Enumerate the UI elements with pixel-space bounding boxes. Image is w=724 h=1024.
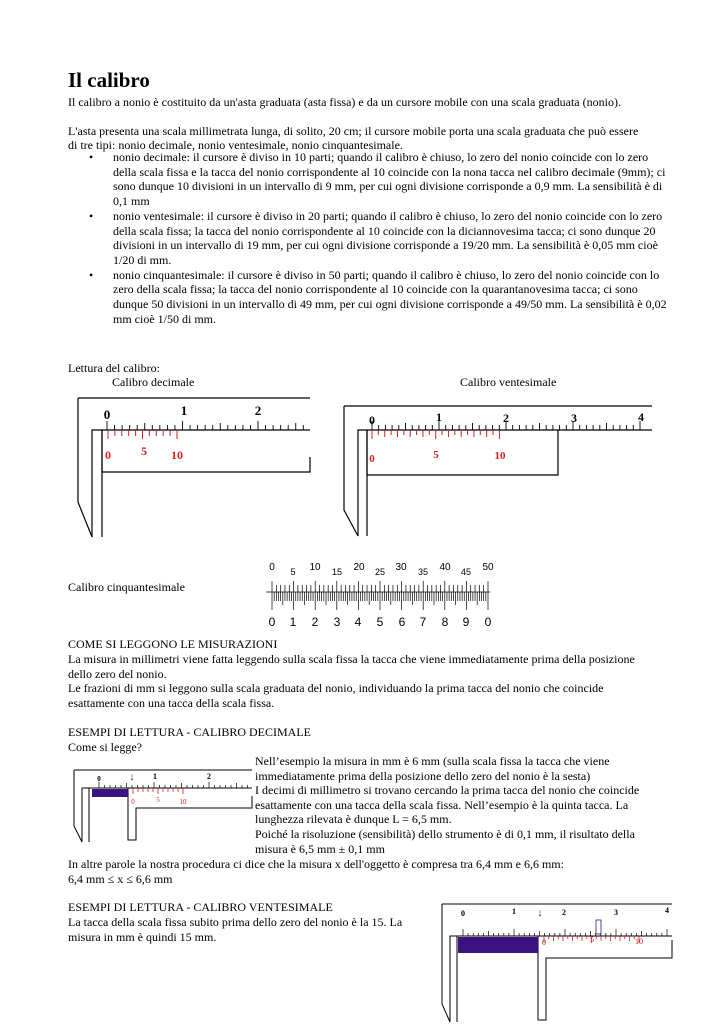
dec-main-label-2: 2 bbox=[254, 403, 262, 418]
ven-main-label-1: 1 bbox=[436, 410, 442, 424]
ex2-vern-label-0: 0 bbox=[542, 938, 546, 947]
nonio-types-list bbox=[68, 150, 668, 326]
ventesimal-vernier-scale-ticks bbox=[372, 430, 499, 439]
cin-top-label: 45 bbox=[460, 567, 472, 577]
cin-top-label: 20 bbox=[353, 562, 365, 573]
ven-main-label-2: 2 bbox=[503, 411, 509, 425]
arrow-down-icon: ↓ bbox=[129, 771, 135, 783]
intro-paragraph: Il calibro a nonio è costituito da un'asta graduata (asta fissa) e da un cursore mobile con una scala graduata (nonio). bbox=[68, 95, 621, 109]
decimal-vernier-scale-ticks bbox=[108, 430, 177, 439]
come-p2-line2: esattamente con una tacca della scala fissa. bbox=[68, 696, 275, 710]
fiftieth-main-labels bbox=[269, 615, 492, 629]
fiftieth-main-ticks bbox=[272, 592, 488, 610]
esempi-ventesimale-title: ESEMPI DI LETTURA - CALIBRO VENTESIMALE bbox=[68, 900, 333, 914]
cin-bottom-label: 1 bbox=[289, 615, 297, 629]
cin-bottom-label: 7 bbox=[419, 615, 427, 629]
cin-top-label: 5 bbox=[290, 567, 296, 577]
list-item-cinquantesimale: • nonio cinquantesimale: il cursore è diviso in 50 parti; quando il calibro è chiuso, lo zero del nonio coincide con lo zero della scala fissa; la tacca del nonio corrispondente al 10 coincide con la quarantanovesima tacca; ci sono dunque 50 divisioni in un intervallo di 49 mm, per cui ogni divisione corrisponde a 49/50 mm. La sensibilità è 0,02 mm cioè 1/50 di mm. bbox=[68, 268, 668, 327]
measured-object-bar bbox=[458, 937, 538, 953]
fiftieth-vernier-labels bbox=[269, 562, 494, 577]
esempi-vent-line1: La tacca della scala fissa subito prima dello zero del nonio è la 15. La bbox=[68, 915, 403, 929]
ventesimal-example-figure bbox=[438, 900, 674, 1024]
cin-top-label: 50 bbox=[482, 562, 494, 573]
come-p2-line1: Le frazioni di mm si leggono sulla scala graduata del nonio, individuando la prima tacca del nonio che coincide bbox=[68, 681, 604, 695]
ex2-vern-label-10: 10 bbox=[635, 937, 643, 946]
ex2-main-label-2: 2 bbox=[562, 908, 566, 917]
cin-top-label: 10 bbox=[309, 562, 321, 573]
ven-vern-label-5: 5 bbox=[433, 449, 439, 461]
list-item-ventesimale: • nonio ventesimale: il cursore è diviso in 20 parti; quando il calibro è chiuso, lo zero del nonio coincide con lo zero della scala fissa; la tacca del nonio corrispondente al 10 coincide con la diciannovesima tacca; ci sono dunque 20 divisioni in un intervallo di 19 mm, per cui ogni divisione corrisponde a 19/20 mm. La sensibilità è 0,05 mm cioè 1/20 di mm. bbox=[68, 209, 668, 268]
cin-top-label: 35 bbox=[417, 567, 429, 577]
cin-bottom-label: 5 bbox=[376, 615, 384, 629]
dec-main-label-1: 1 bbox=[180, 403, 188, 418]
cin-top-label: 25 bbox=[374, 567, 386, 577]
ex2-main-label-0: 0 bbox=[461, 909, 465, 918]
dec-vern-label-0: 0 bbox=[105, 448, 111, 462]
decimal-main-scale-ticks bbox=[107, 421, 303, 430]
ex1-main-label-2: 2 bbox=[207, 772, 211, 781]
cin-bottom-label: 9 bbox=[462, 615, 470, 629]
cin-top-label: 15 bbox=[331, 567, 343, 577]
esempi-dec-line-3: esattamente con una tacca della scala fissa. Nell’esempio è la quinta tacca. La bbox=[255, 798, 629, 812]
list-item-decimale: • nonio decimale: il cursore è diviso in 10 parti; quando il calibro è chiuso, lo zero del nonio coincide con lo zero della scala fissa e la tacca del nonio corrispondente al 10 coincide con la nona tacca nel calibro decimale (9mm); ci sono dunque 10 divisioni in un intervallo di 9 mm, per cui ogni divisione corrisponde a 0,9 mm. La sensibilità è di 0,1 mm bbox=[68, 150, 668, 209]
lettura-label: Lettura del calibro: bbox=[68, 361, 160, 375]
ex2-main-label-1: 1 bbox=[512, 907, 516, 916]
esempi-dec-line-1: immediatamente prima della posizione dello zero del nonio è la sesta) bbox=[255, 769, 591, 783]
ven-vern-label-0: 0 bbox=[369, 453, 375, 465]
para2-line2: di tre tipi: nonio decimale, nonio ventesimale, nonio cinquantesimale. bbox=[68, 138, 403, 152]
cin-bottom-label: 4 bbox=[354, 615, 362, 629]
dec-vern-label-5: 5 bbox=[141, 444, 147, 458]
ex1-main-label-1: 1 bbox=[153, 772, 157, 781]
esempi-dec-line-4: lunghezza rilevata è dunque L = 6,5 mm. bbox=[255, 812, 452, 826]
example2-main-ticks bbox=[463, 929, 667, 936]
come-title: COME SI LEGGONO LE MISURAZIONI bbox=[68, 637, 278, 651]
ven-main-label-3: 3 bbox=[571, 411, 577, 425]
coincidence-marker bbox=[596, 920, 601, 934]
fiftieth-vernier-ticks bbox=[272, 581, 488, 592]
calibro-decimale-label: Calibro decimale bbox=[112, 375, 195, 389]
ex1-vern-label-10: 10 bbox=[179, 798, 187, 806]
cin-bottom-label: 8 bbox=[441, 615, 449, 629]
dec-vern-label-10: 10 bbox=[171, 448, 183, 462]
arrow-down-icon: ↓ bbox=[537, 907, 543, 919]
cin-top-label: 30 bbox=[395, 562, 407, 573]
ex1-vern-label-0: 0 bbox=[131, 798, 135, 806]
ex2-vern-label-5: 5 bbox=[590, 935, 594, 944]
esempi-dec-line-2: I decimi di millimetro si trovano cercando la prima tacca del nonio che coincide bbox=[255, 783, 640, 797]
example1-main-ticks bbox=[99, 782, 248, 788]
decimal-example-figure bbox=[70, 766, 255, 844]
come-p1-line1: La misura in millimetri viene fatta leggendo sulla scala fissa la tacca che viene immediatamente prima della posizione bbox=[68, 652, 635, 666]
cin-top-label: 40 bbox=[439, 562, 451, 573]
fiftieth-caliper-figure bbox=[262, 558, 494, 630]
ventesimal-caliper-figure bbox=[340, 400, 660, 540]
esempi-dec-line-6: misura è 6,5 mm ± 0,1 mm bbox=[255, 842, 385, 856]
cin-bottom-label: 0 bbox=[484, 615, 492, 629]
ex2-main-label-4: 4 bbox=[665, 906, 669, 915]
measured-object-bar bbox=[92, 789, 128, 797]
cin-bottom-label: 3 bbox=[333, 615, 341, 629]
come-p1-line2: dello zero del nonio. bbox=[68, 667, 167, 681]
ex2-main-label-3: 3 bbox=[614, 908, 618, 917]
ex1-main-label-0: 0 bbox=[97, 775, 101, 783]
esempi-decimale-title: ESEMPI DI LETTURA - CALIBRO DECIMALE bbox=[68, 725, 311, 739]
para2-line1: L'asta presenta una scala millimetrata lunga, di solito, 20 cm; il cursore mobile porta una scala graduata che può essere bbox=[68, 124, 639, 138]
dec-main-label-0: 0 bbox=[103, 407, 111, 422]
cin-bottom-label: 6 bbox=[398, 615, 406, 629]
esempi-vent-line2: misura in mm è quindi 15 mm. bbox=[68, 930, 217, 944]
example1-vernier-ticks bbox=[133, 788, 183, 794]
page-title: Il calibro bbox=[68, 68, 150, 92]
cin-bottom-label: 0 bbox=[268, 615, 276, 629]
esempi-dec-line-0: Nell’esempio la misura in mm è 6 mm (sulla scala fissa la tacca che viene bbox=[255, 754, 610, 768]
ven-main-label-0: 0 bbox=[369, 413, 375, 427]
ex1-vern-label-5: 5 bbox=[156, 796, 160, 804]
come-si-legge: Come si legge? bbox=[68, 740, 142, 754]
range-line: 6,4 mm ≤ x ≤ 6,6 mm bbox=[68, 872, 173, 886]
ven-vern-label-10: 10 bbox=[494, 450, 506, 462]
esempi-dec-line-5: Poiché la risoluzione (sensibilità) dello strumento è di 0,1 mm, il risultato della bbox=[255, 827, 635, 841]
ven-main-label-4: 4 bbox=[638, 410, 644, 424]
cin-top-label: 0 bbox=[269, 562, 275, 573]
calibro-cinquantesimale-label: Calibro cinquantesimale bbox=[68, 580, 185, 594]
decimal-caliper-figure bbox=[70, 392, 315, 540]
calibro-ventesimale-label: Calibro ventesimale bbox=[460, 375, 557, 389]
cin-bottom-label: 2 bbox=[311, 615, 319, 629]
in-altre-parole: In altre parole la nostra procedura ci dice che la misura x dell'oggetto è compresa tra 6,4 mm e 6,6 mm: bbox=[68, 857, 564, 871]
